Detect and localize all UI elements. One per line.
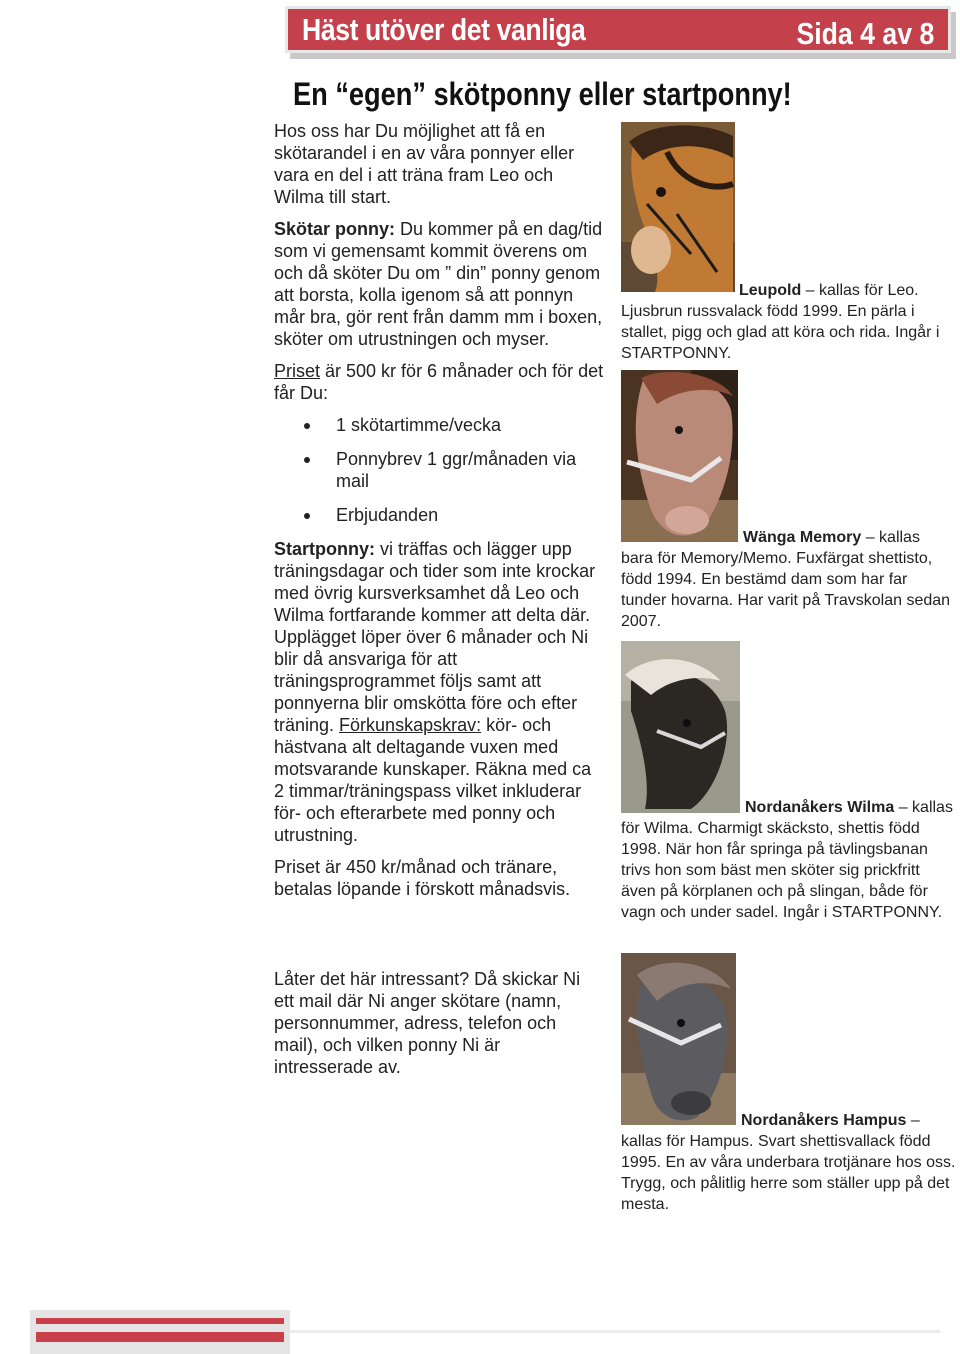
- wilma-photo: [621, 641, 740, 813]
- bullet-icon: [304, 513, 310, 519]
- memory-photo: [621, 370, 738, 542]
- pony-name: Wänga Memory: [743, 529, 862, 546]
- skotar-text: Du kommer på en dag/tid som vi gemensamt kommit överens om och då sköter Du om ” din” ponny genom att borsta, kolla igenom så att ponnyn mår bra, gör rent från damm mm i boxen, sköter om utrustningen och myser.: [274, 219, 603, 349]
- intro-paragraph: Hos oss har Du möjlighet att få en skötarandel i en av våra ponnyer eller vara en del i att träna fram Leo och Wilma till start.: [274, 121, 575, 207]
- footer-stripe: [36, 1318, 284, 1324]
- benefits-list: [274, 414, 604, 526]
- list-item: [274, 504, 604, 526]
- header-bar: [285, 6, 951, 53]
- leupold-caption: [621, 280, 956, 364]
- pony-name: Nordanåkers Hampus: [741, 1112, 907, 1129]
- pony-name: Leupold: [739, 282, 802, 299]
- pony-name: Nordanåkers Wilma: [745, 799, 895, 816]
- leupold-photo: [621, 122, 735, 292]
- pony-description: – kallas för Wilma. Charmigt skäcksto, shettis född 1998. När hon får springa på tävlingsbanan trivs hon som bäst men sköter sig prickfritt även på körplanen och på slingan, både för vagn och under sadel. Ingår i STARTPONNY.: [621, 799, 953, 921]
- footer-stripe: [36, 1332, 284, 1342]
- price2-paragraph: Priset är 450 kr/månad och tränare, betalas löpande i förskott månadsvis.: [274, 857, 571, 899]
- skotar-label: Skötar ponny:: [274, 219, 396, 239]
- list-item: [274, 414, 604, 436]
- price-paragraph: [274, 360, 604, 404]
- start-text: vi träffas och lägger upp träningsdagar och tider som inte krockar med övrig kursverksamhet då Leo och Wilma fortfarande kommer att delta där. Upplägget löper över 6 månader och Ni blir då ansvariga för att träningsprogrammet följs samt att ponnyerna blir omskötta före och efter träning.: [274, 539, 596, 735]
- list-item-text: 1 skötartimme/vecka: [336, 415, 502, 435]
- list-item: [274, 448, 604, 492]
- pony-description: – kallas bara för Memory/Memo. Fuxfärgat shettisto, född 1994. En bestämd dam som har far tunder hovarna. Har varit på Travskolan sedan 2007.: [621, 529, 951, 630]
- pony-description: – kallas för Leo. Ljusbrun russvalack född 1999. En pärla i stallet, pigg och glad att köra och rida. Ingår i STARTPONNY.: [621, 282, 940, 362]
- page-number: Sida 4 av 8: [796, 16, 934, 51]
- requirements-text: kör- och hästvana alt deltagande vuxen med motsvarande kunskaper. Räkna med ca 2 timmar/träningspass vilket inkluderar för- och efterarbete med ponny och utrustning.: [274, 715, 592, 845]
- skotar-paragraph: [274, 218, 604, 350]
- contact-text: Låter det här intressant? Då skickar Ni ett mail där Ni anger skötare (namn, personnummer, adress, telefon och mail), och vilken ponny Ni är intresserade av.: [274, 969, 581, 1077]
- list-item-text: Erbjudanden: [336, 505, 439, 525]
- page-headline: En “egen” skötponny eller startponny!: [293, 76, 792, 112]
- hampus-caption: [621, 1110, 956, 1215]
- list-item-text: Ponnybrev 1 ggr/månaden via mail: [336, 449, 577, 491]
- contact-paragraph: [274, 968, 604, 1078]
- price-text: är 500 kr för 6 månader och för det får Du:: [274, 361, 604, 403]
- price-underlined: Priset: [274, 361, 321, 381]
- pony-description: – kallas för Hampus. Svart shettisvallack född 1995. En av våra underbara trotjänare hos oss. Trygg, och pålitlig herre som ställer upp på det mesta.: [621, 1112, 956, 1213]
- requirements-label: Förkunskapskrav:: [339, 715, 482, 735]
- footer-divider: [290, 1330, 940, 1333]
- wilma-caption: [621, 797, 956, 923]
- header-title: Häst utöver det vanliga: [302, 12, 586, 47]
- start-label: Startponny:: [274, 539, 375, 559]
- main-text-column: [274, 120, 604, 910]
- hampus-photo: [621, 953, 736, 1125]
- memory-caption: [621, 527, 956, 632]
- bullet-icon: [304, 423, 310, 429]
- bullet-icon: [304, 457, 310, 463]
- start-paragraph: [274, 538, 604, 846]
